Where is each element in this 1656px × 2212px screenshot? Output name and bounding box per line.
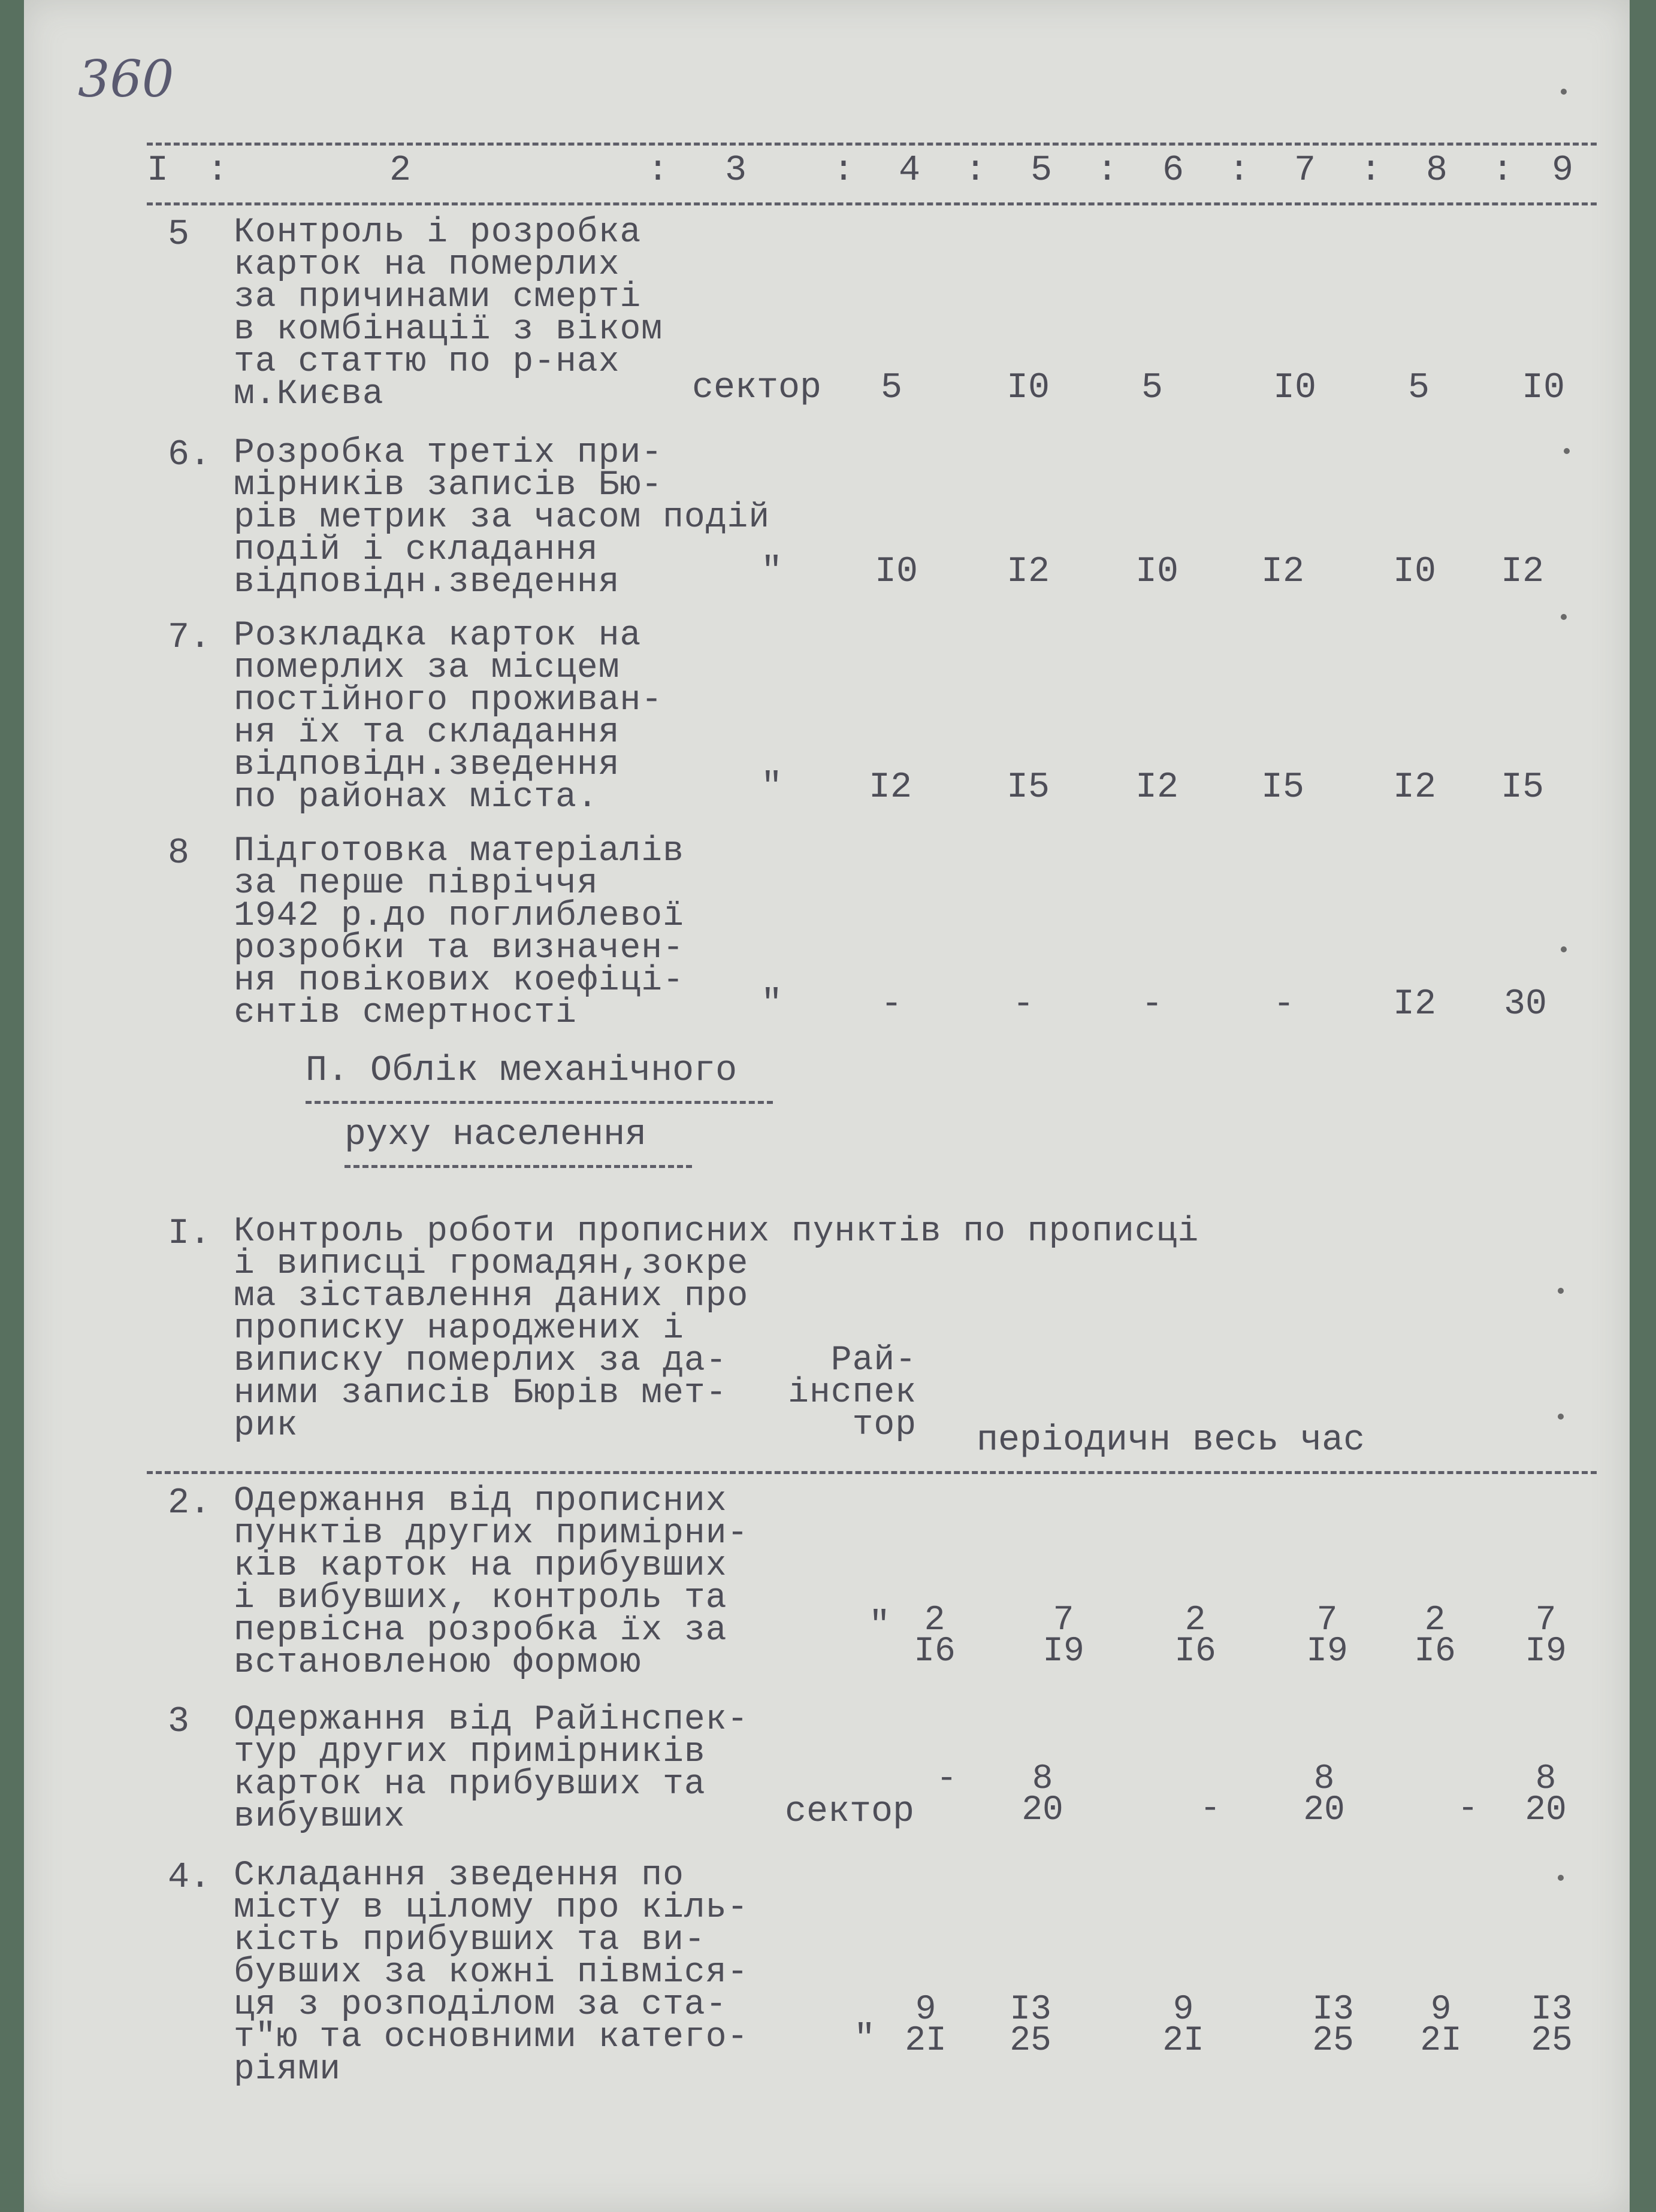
row-number: 8 [168,833,190,874]
row-number: 5 [168,214,190,255]
col-sep: : [1360,150,1382,191]
col-header-5: 5 [1031,150,1053,191]
paper-speck [1561,946,1567,952]
row-col3: " [761,552,783,592]
row-description: Розробка третіх при- мірників записів Бю- рів метрик за часом подій подій і складання відповідн.зведення [234,434,770,602]
row-value: - [1141,984,1164,1025]
fraction-value: - [936,1760,957,1799]
heading-underline [306,1101,773,1104]
fraction-value: 9 2I [1162,1990,1204,2060]
fraction-value: 2 I6 [914,1601,956,1671]
row-value: I0 [1135,552,1179,592]
row-number: 7. [168,618,211,658]
row-description: Одержання від прописних пунктів других примірни- ків карток на прибувших і вибувших, контроль та первісна розробка їх за встановленою формою [234,1482,749,1683]
fraction-value: 2 I6 [1174,1601,1216,1671]
row-value: - [1013,984,1035,1025]
row-value: - [881,984,903,1025]
row-value: I5 [1007,767,1050,808]
fraction-value: - [1457,1790,1479,1829]
row-number: 2. [168,1483,211,1524]
col-header-3: 3 [725,150,747,191]
paper-speck [1558,1414,1564,1420]
row-number: 3 [168,1702,190,1742]
row-value: I2 [1393,984,1437,1025]
row-value: 5 [1408,368,1430,408]
row-number: I. [168,1214,211,1254]
paper-speck [1561,614,1567,620]
col-header-4: 4 [899,150,921,191]
page-number: 360 [78,50,174,108]
row-value: I5 [1501,767,1545,808]
fraction-value: 9 2I [905,1990,947,2060]
header-top-rule [147,143,1597,146]
section-heading: руху населення [345,1115,647,1155]
row-value: I2 [1261,552,1305,592]
fraction-value: I3 25 [1531,1990,1573,2060]
fraction-value: 7 I9 [1042,1601,1084,1671]
paper-speck [1561,89,1567,95]
col-sep: : [965,150,987,191]
row-value: I2 [1393,767,1437,808]
row-col3: сектор [692,368,822,408]
fraction-value: I3 25 [1010,1990,1051,2060]
row-value: I2 [1007,552,1050,592]
paper-speck [1558,1288,1564,1294]
row-description: Розкладка карток на померлих за місцем постійного проживан- ня їх та складання відповідн.зведення по районах міста. [234,616,663,817]
row-description: Одержання від Райінспек- тур других примірників карток на прибувших та вибувших [234,1700,749,1836]
fraction-value: 9 2I [1420,1990,1462,2060]
row-col3: " [869,1606,891,1647]
row-value: I0 [1273,368,1317,408]
col-sep: : [1228,150,1250,191]
fraction-value: - [1199,1790,1221,1829]
document-page [24,0,1630,2212]
col-header-6: 6 [1162,150,1184,191]
row-period: періодичн весь час [977,1420,1365,1461]
row-value: I5 [1261,767,1305,808]
fraction-value: I3 25 [1312,1990,1354,2060]
fraction-value: 7 I9 [1525,1601,1567,1671]
row-value: I2 [1501,552,1545,592]
row-value: I0 [875,552,918,592]
row-value: I0 [1007,368,1050,408]
header-bottom-rule [147,202,1597,205]
row-number: 4. [168,1857,211,1898]
row-separator-rule [147,1471,1597,1474]
col-sep: : [833,150,855,191]
fraction-value: 8 20 [1303,1760,1345,1830]
fraction-value: 8 20 [1022,1760,1063,1830]
row-value: - [1273,984,1295,1025]
section-heading: П. Облік механічного [306,1051,738,1091]
col-header-8: 8 [1426,150,1448,191]
row-col3: Рай- інспек тор [788,1341,917,1445]
row-col3: сектор [785,1792,915,1832]
row-value: I0 [1393,552,1437,592]
col-header-1: I [147,150,169,191]
row-value: 5 [1141,368,1164,408]
row-col3: " [854,2019,876,2060]
paper-speck [1564,448,1570,454]
col-header-7: 7 [1294,150,1316,191]
col-sep: : [1096,150,1119,191]
row-col3: " [761,984,783,1025]
row-description: Контроль роботи прописних пунктів по прописці і виписці громадян,зокре ма зіставлення даних про прописку народжених і виписку померлих за да- ними записів Бюрів мет- рик [234,1212,1199,1445]
fraction-value: 7 I9 [1306,1601,1348,1671]
row-description: Контроль і розробка карток на померлих за причинами смерті в комбінації з віком та статтю по р-нах м.Києва [234,213,663,414]
row-number: 6. [168,435,211,476]
col-sep: : [647,150,669,191]
row-value: I2 [869,767,912,808]
col-header-2: 2 [389,150,412,191]
row-col3: " [761,767,783,808]
paper-speck [1558,1875,1564,1881]
row-description: Підготовка матеріалів за перше півріччя 1942 р.до поглиблевої розробки та визначен- ня повікових коефіці- єнтів смертності [234,832,684,1033]
row-value: I2 [1135,767,1179,808]
row-value: 5 [881,368,903,408]
row-value: I0 [1522,368,1566,408]
fraction-value: 8 20 [1525,1760,1567,1830]
col-sep: : [207,150,229,191]
row-description: Складання зведення по місту в цілому про кіль- кість прибувших та ви- бувших за кожні півміся- ця з розподілом за ста- т"ю та основними катего- ріями [234,1856,749,2089]
heading-underline [345,1165,692,1168]
row-value: 30 [1504,984,1548,1025]
fraction-value: 2 I6 [1414,1601,1456,1671]
col-sep: : [1492,150,1514,191]
col-header-9: 9 [1552,150,1574,191]
